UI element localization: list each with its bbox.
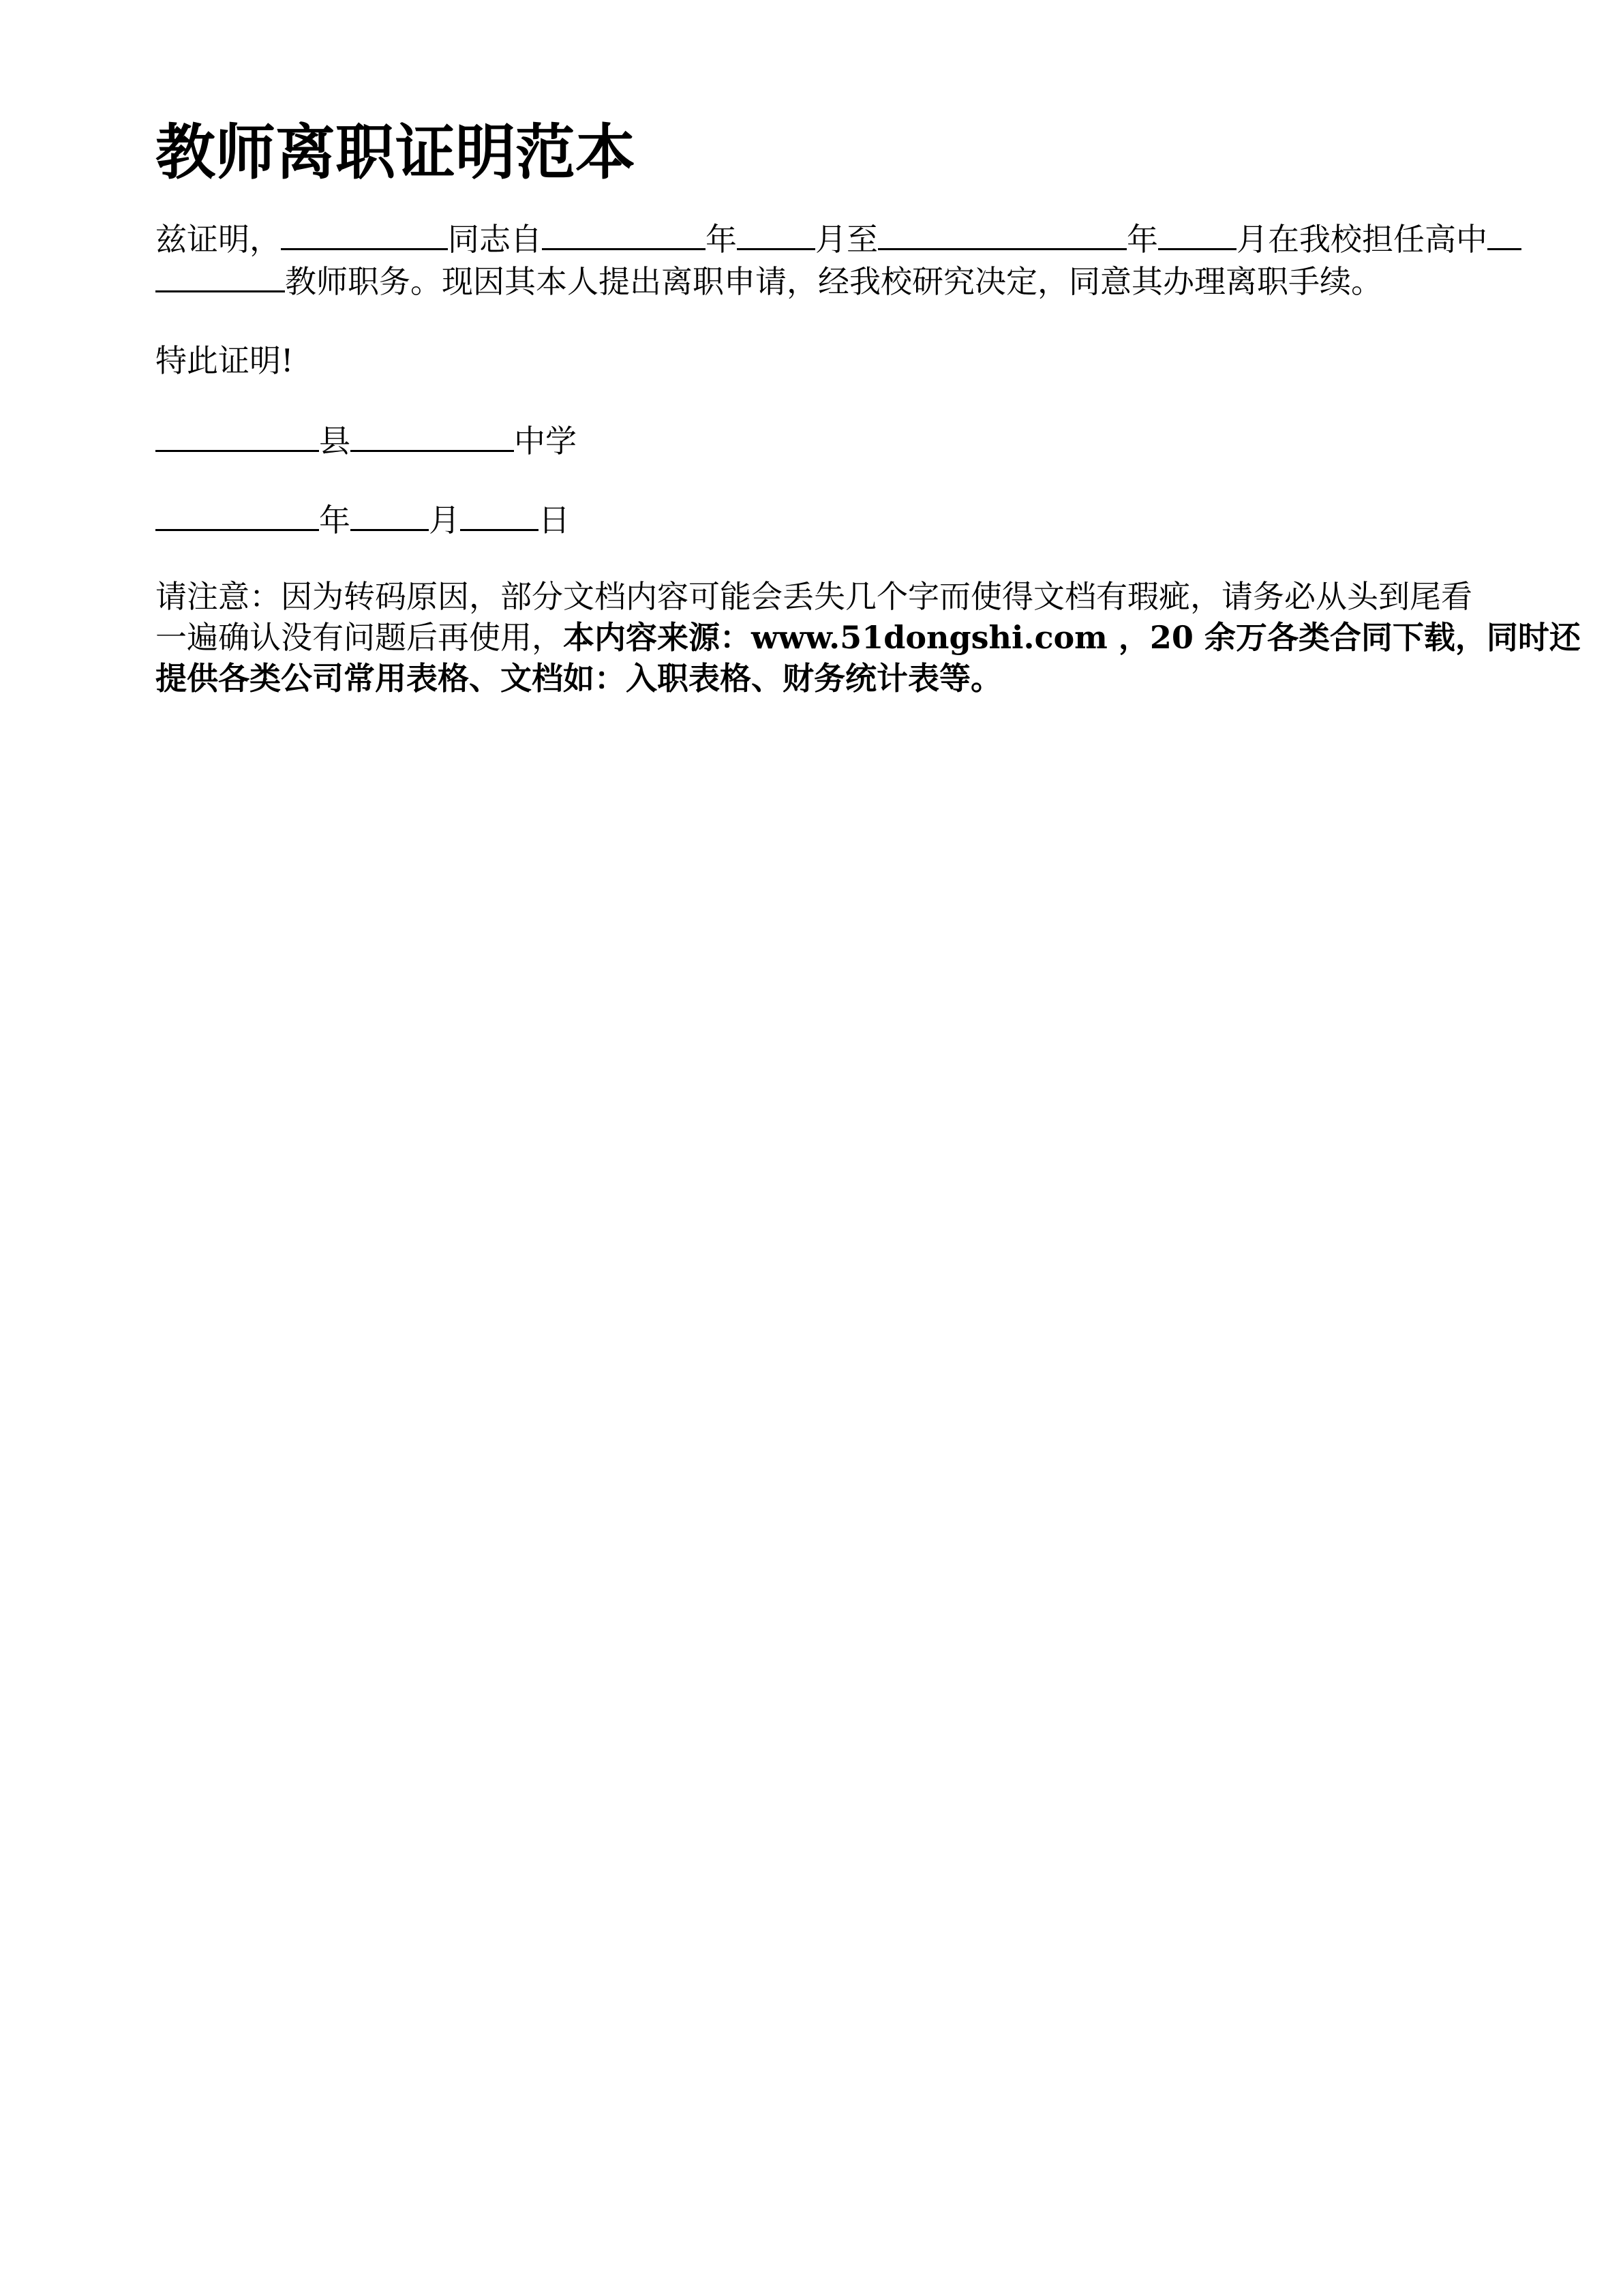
notice-plain: 一遍确认没有问题后再使用， bbox=[155, 619, 563, 656]
special-certify: 特此证明! bbox=[155, 342, 294, 379]
notice-line-2 bbox=[155, 618, 1581, 657]
text-middle-school: 中学 bbox=[514, 423, 577, 459]
blank-end-month bbox=[1158, 217, 1237, 250]
blank-start-month bbox=[737, 217, 815, 250]
document-title: 教师离职证明范本 bbox=[155, 117, 636, 187]
text-year-2: 年 bbox=[1127, 221, 1158, 258]
certificate-line-1 bbox=[155, 217, 1521, 259]
notice-line-3: 提供各类公司常用表格、文档如：入职表格、财务统计表等。 bbox=[155, 660, 1002, 697]
text-month-serve: 月在我校担任高中 bbox=[1237, 221, 1487, 258]
text-teacher-duty: 教师职务。现因其本人提出离职申请，经我校研究决定，同意其办理离职手续。 bbox=[285, 263, 1382, 300]
blank-county bbox=[155, 419, 319, 452]
blank-school bbox=[350, 419, 514, 452]
blank-date-month bbox=[350, 498, 429, 531]
blank-end-year bbox=[878, 217, 1127, 250]
blank-start-year bbox=[542, 217, 706, 250]
text-certify: 兹证明， bbox=[155, 221, 281, 258]
text-month-to: 月至 bbox=[815, 221, 878, 258]
text-date-year: 年 bbox=[319, 502, 350, 539]
blank-name bbox=[281, 217, 448, 250]
blank-date-day bbox=[460, 498, 539, 531]
notice-line-1: 请注意：因为转码原因，部分文档内容可能会丢失几个字而使得文档有瑕疵，请务必从头到尾看 bbox=[155, 578, 1472, 615]
text-comrade-from: 同志自 bbox=[448, 221, 542, 258]
certificate-line-2 bbox=[155, 259, 1382, 301]
blank-date-year bbox=[155, 498, 319, 531]
blank-subject-start bbox=[1487, 217, 1521, 250]
text-county: 县 bbox=[319, 423, 350, 459]
text-date-month: 月 bbox=[429, 502, 460, 539]
blank-subject bbox=[155, 259, 285, 292]
text-date-day: 日 bbox=[539, 502, 570, 539]
text-year: 年 bbox=[706, 221, 737, 258]
school-line bbox=[155, 419, 577, 461]
date-line bbox=[155, 498, 570, 540]
notice-source: 本内容来源：www.51dongshi.com ，20 余万各类合同下载，同时还 bbox=[563, 619, 1581, 656]
